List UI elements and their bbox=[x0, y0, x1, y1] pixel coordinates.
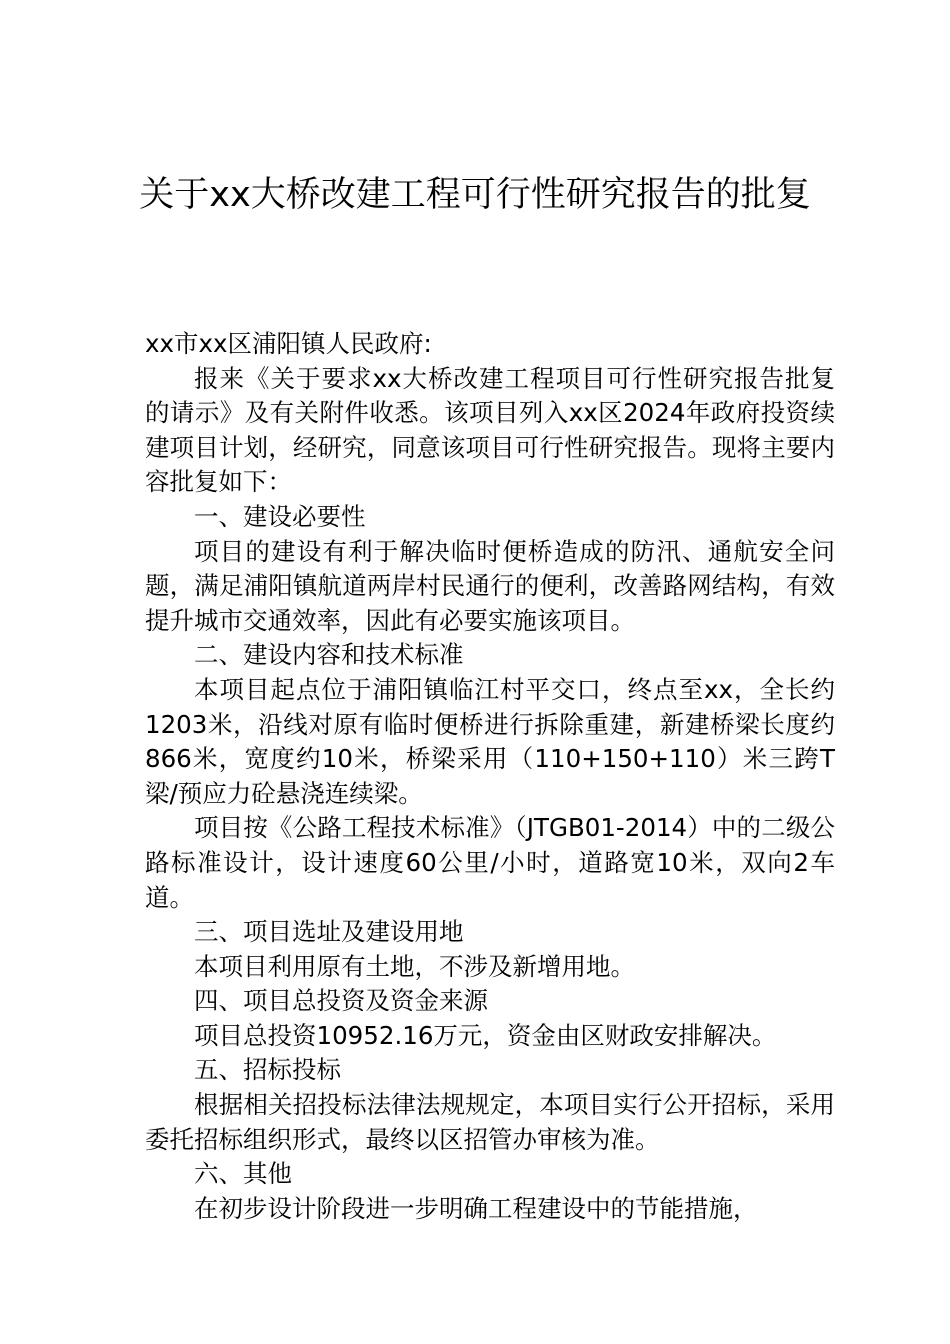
document-body bbox=[145, 327, 835, 1226]
paragraph-necessity: 项目的建设有利于解决临时便桥造成的防汛、通航安全问题，满足浦阳镇航道两岸村民通行的便利，改善路网结构，有效提升城市交通效率，因此有必要实施该项目。 bbox=[145, 536, 835, 635]
paragraph-intro: 报来《关于要求xx大桥改建工程项目可行性研究报告批复的请示》及有关附件收悉。该项目列入xx区2024年政府投资续建项目计划，经研究，同意该项目可行性研究报告。现将主要内容批复如下： bbox=[145, 363, 835, 497]
section-heading-necessity: 一、建设必要性 bbox=[194, 501, 366, 531]
section-heading-investment: 四、项目总投资及资金来源 bbox=[194, 986, 488, 1016]
paragraph-content: 本项目起点位于浦阳镇临江村平交口，终点至xx，全长约1203米，沿线对原有临时便桥进行拆除重建，新建桥梁长度约866米，宽度约10米，桥梁采用（110+150+110）米三跨T梁/预应力砼悬浇连续梁。 bbox=[145, 674, 835, 808]
section-heading-content: 二、建设内容和技术标准 bbox=[194, 640, 464, 670]
paragraph-standard: 项目按《公路工程技术标准》（JTGB01-2014）中的二级公路标准设计，设计速度60公里/小时，道路宽10米，双向2车道。 bbox=[145, 813, 835, 912]
paragraph-investment: 项目总投资10952.16万元，资金由区财政安排解决。 bbox=[194, 1020, 777, 1050]
paragraph-other: 在初步设计阶段进一步明确工程建设中的节能措施， bbox=[194, 1193, 758, 1223]
addressee: xx市xx区浦阳镇人民政府: bbox=[145, 329, 432, 358]
section-heading-site: 三、项目选址及建设用地 bbox=[194, 917, 464, 947]
section-heading-other: 六、其他 bbox=[194, 1159, 292, 1189]
paragraph-site: 本项目利用原有土地，不涉及新增用地。 bbox=[194, 951, 635, 981]
paragraph-bidding: 根据相关招投标法律法规规定，本项目实行公开招标，采用委托招标组织形式，最终以区招管办审核为准。 bbox=[145, 1090, 835, 1154]
document-title: 关于xx大桥改建工程可行性研究报告的批复 bbox=[139, 175, 811, 215]
section-heading-bidding: 五、招标投标 bbox=[194, 1055, 341, 1085]
